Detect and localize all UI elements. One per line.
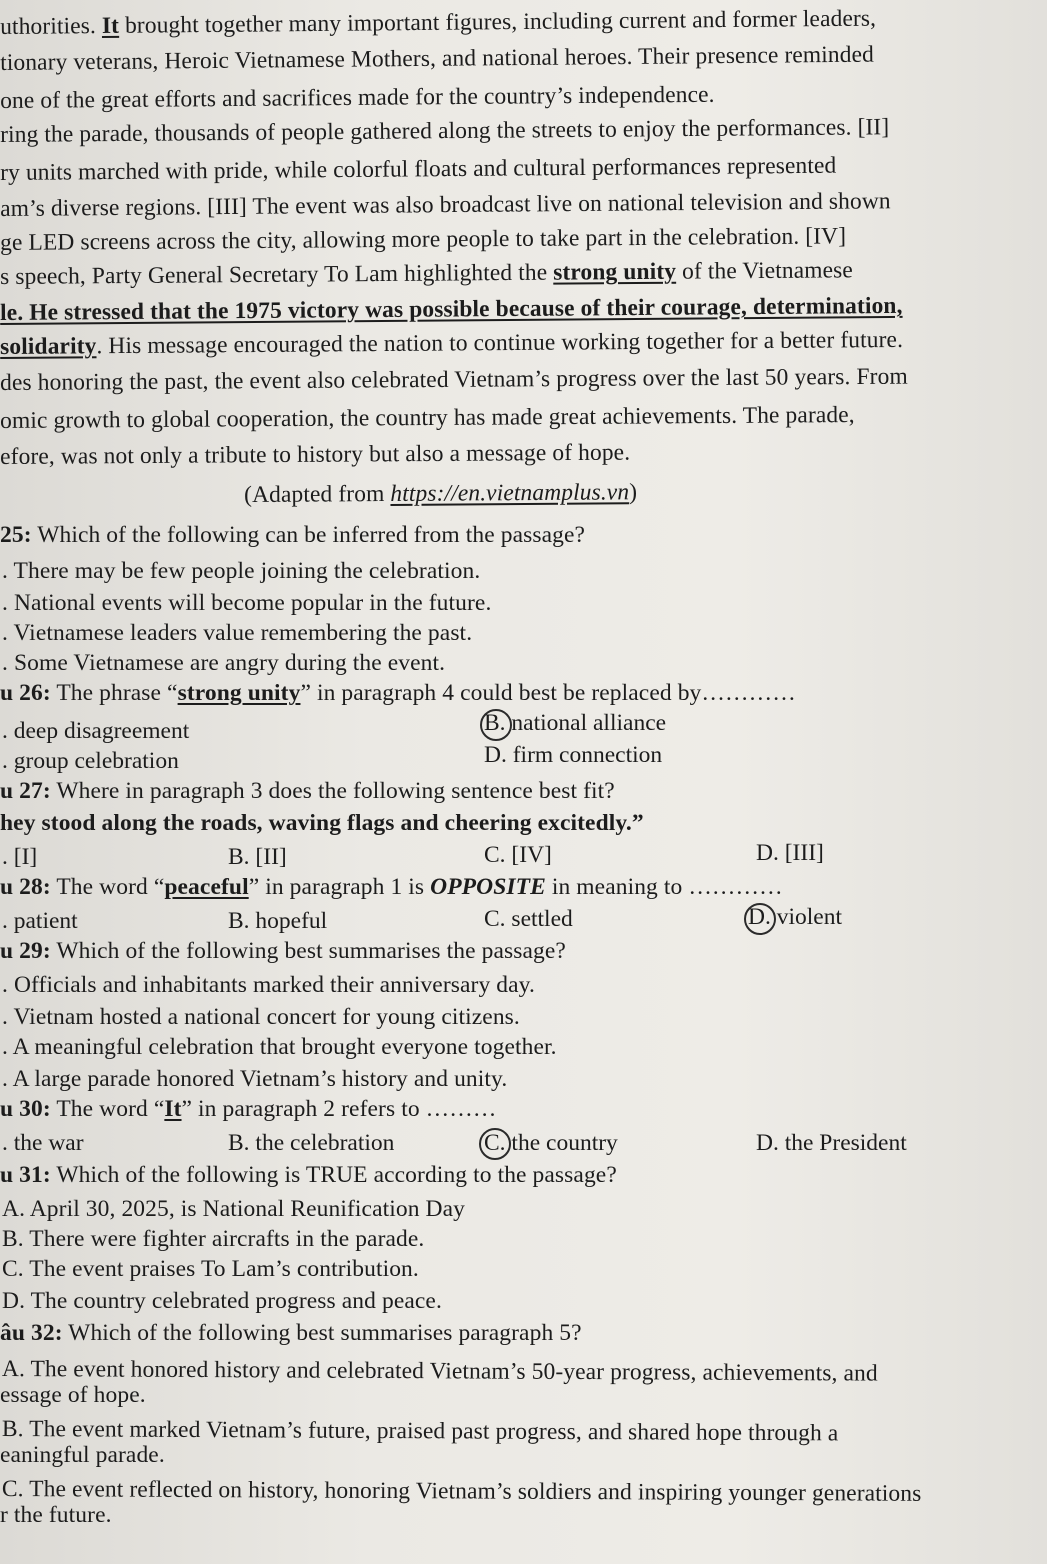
option-25-c: . Vietnamese leaders value remembering the past. <box>2 620 473 646</box>
answer-circle-mark <box>744 903 776 935</box>
answer-circle-mark <box>480 709 512 741</box>
option-32-b-cont: eaningful parade. <box>0 1442 165 1468</box>
quoted-sentence: hey stood along the roads, waving flags and cheering excitedly.” <box>0 810 644 836</box>
option-30-b: B. the celebration <box>228 1130 395 1156</box>
option-25-a: . There may be few people joining the celebration. <box>2 558 481 584</box>
option-27-c: C. [IV] <box>484 842 552 868</box>
passage-line: uthorities. It brought together many important figures, including current and former leaders, <box>0 5 877 40</box>
question-29: u 29: Which of the following best summarises the passage? <box>0 938 566 964</box>
passage-line: omic growth to global cooperation, the country has made great achievements. The parade, <box>0 402 855 434</box>
passage-line: ring the parade, thousands of people gathered along the streets to enjoy the performances. [II] <box>0 114 890 148</box>
option-26-b: B. national alliance <box>484 710 667 736</box>
option-30-d: D. the President <box>756 1130 907 1156</box>
passage-line: one of the great efforts and sacrifices made for the country’s independence. <box>0 81 715 114</box>
option-28-d: D. violent <box>748 904 842 930</box>
question-32: âu 32: Which of the following best summarises paragraph 5? <box>0 1320 582 1346</box>
question-26: u 26: The phrase “strong unity” in paragraph 4 could best be replaced by………… <box>0 680 796 706</box>
passage-line: am’s diverse regions. [III] The event was also broadcast live on national television and shown <box>0 188 891 222</box>
source-citation: (Adapted from https://en.vietnamplus.vn) <box>244 479 638 508</box>
underlined-phrase: strong unity <box>553 258 677 286</box>
option-29-a: . Officials and inhabitants marked their anniversary day. <box>2 972 535 998</box>
passage-line: des honoring the past, the event also celebrated Vietnam’s progress over the last 50 years. From <box>0 363 908 396</box>
option-27-b: B. [II] <box>228 844 287 870</box>
option-32-a: A. The event honored history and celebrated Vietnam’s 50-year progress, achievements, and <box>1 1356 878 1387</box>
option-28-c: C. settled <box>484 906 573 932</box>
passage-line: s speech, Party General Secretary To Lam highlighted the strong unity of the Vietnamese <box>0 257 853 290</box>
option-28-b: B. hopeful <box>228 908 328 934</box>
option-26-d: D. firm connection <box>484 742 663 768</box>
passage-line: tionary veterans, Heroic Vietnamese Mothers, and national heroes. Their presence reminded <box>0 41 875 76</box>
option-28-a: . patient <box>2 908 78 934</box>
option-29-b: . Vietnam hosted a national concert for young citizens. <box>2 1004 520 1030</box>
question-27: u 27: Where in paragraph 3 does the following sentence best fit? <box>0 778 615 804</box>
option-32-c-cont: r the future. <box>0 1502 112 1528</box>
option-29-d: . A large parade honored Vietnam’s history and unity. <box>2 1066 508 1092</box>
passage-line: solidarity. His message encouraged the nation to continue working together for a better future. <box>0 326 904 360</box>
question-30: u 30: The word “It” in paragraph 2 refers to ……… <box>0 1096 497 1122</box>
option-30-c: C. the country <box>484 1130 618 1156</box>
question-28: u 28: The word “peaceful” in paragraph 1 is OPPOSITE in meaning to ………… <box>0 874 783 900</box>
option-32-b: B. The event marked Vietnam’s future, praised past progress, and shared hope through a <box>1 1416 839 1447</box>
option-31-b: B. There were fighter aircrafts in the parade. <box>2 1226 425 1252</box>
option-25-d: . Some Vietnamese are angry during the event. <box>2 650 446 676</box>
option-25-b: . National events will become popular in the future. <box>2 590 492 616</box>
passage-line: ge LED screens across the city, allowing more people to take part in the celebration. [IV] <box>0 223 847 256</box>
option-27-d: D. [III] <box>756 840 824 866</box>
passage-line: ry units marched with pride, while colorful floats and cultural performances represented <box>0 152 837 186</box>
option-26-c: . group celebration <box>2 748 179 774</box>
passage-line: efore, was not only a tribute to history but also a message of hope. <box>0 439 631 470</box>
option-27-a: . [I] <box>2 844 38 870</box>
passage-line-emphasis: le. He stressed that the 1975 victory was possible because of their courage, determination, <box>0 292 903 326</box>
option-29-c: . A meaningful celebration that brought everyone together. <box>2 1034 557 1060</box>
option-26-a: . deep disagreement <box>2 718 190 744</box>
option-32-c: C. The event reflected on history, honoring Vietnam’s soldiers and inspiring younger generations <box>1 1476 922 1507</box>
source-link: https://en.vietnamplus.vn <box>390 479 630 507</box>
question-25: 25: Which of the following can be inferred from the passage? <box>0 522 586 548</box>
option-30-a: . the war <box>2 1130 84 1156</box>
answer-circle-mark <box>479 1128 511 1160</box>
question-31: u 31: Which of the following is TRUE according to the passage? <box>0 1162 617 1188</box>
option-32-a-cont: essage of hope. <box>0 1382 146 1408</box>
option-31-d: D. The country celebrated progress and peace. <box>2 1288 442 1314</box>
option-31-c: C. The event praises To Lam’s contribution. <box>2 1256 419 1282</box>
option-31-a: A. April 30, 2025, is National Reunification Day <box>2 1196 465 1222</box>
